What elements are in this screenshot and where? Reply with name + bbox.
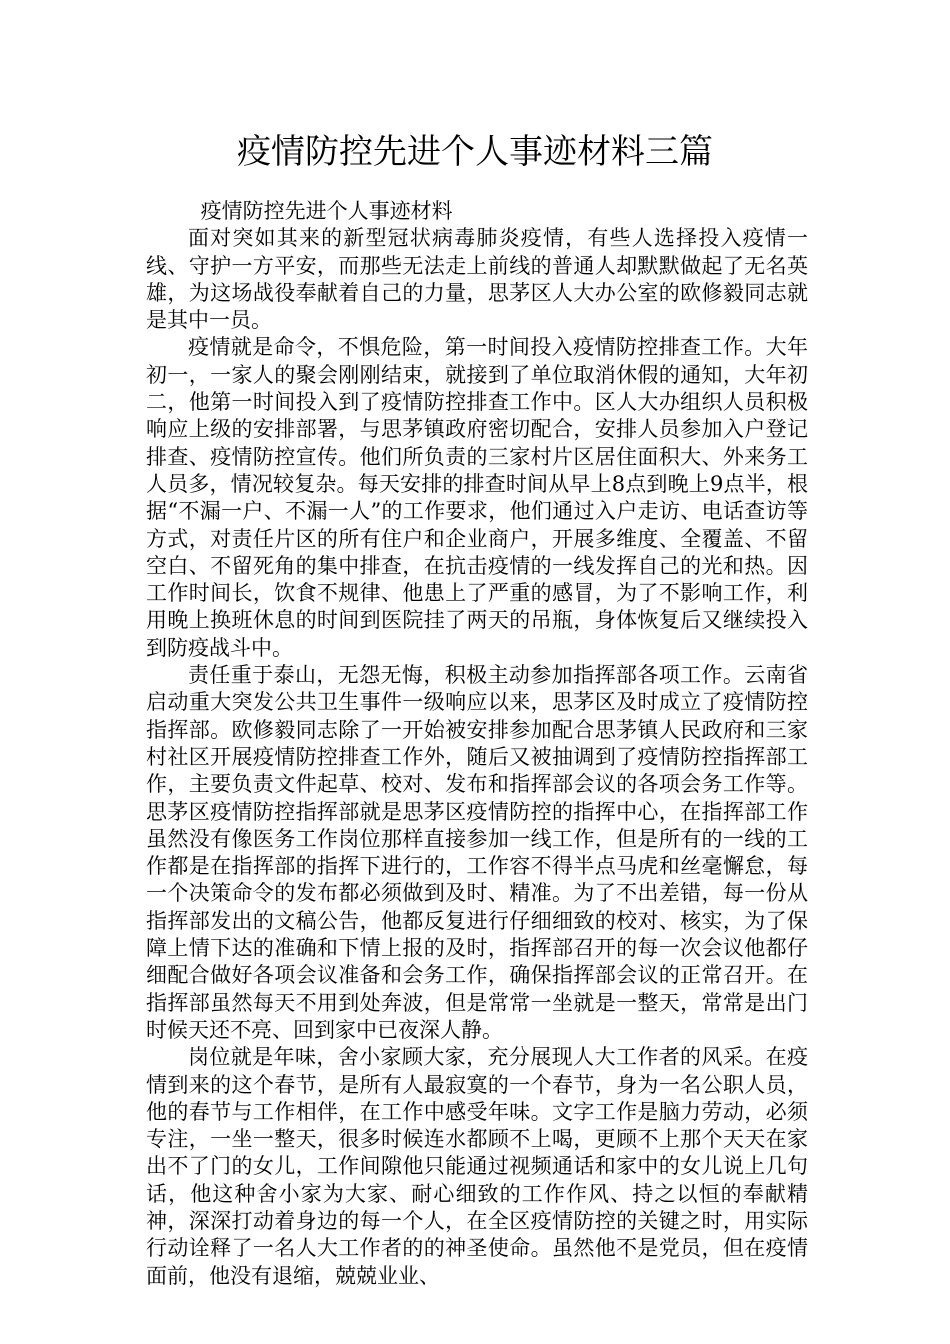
document-subtitle: 疫情防控先进个人事迹材料 (200, 199, 453, 223)
document-title: 疫情防控先进个人事迹材料三篇 (237, 132, 713, 172)
body-paragraph: 岗位就是年味，舍小家顾大家，充分展现人大工作者的风采。在疫情到来的这个春节，是所有人最寂寞的一个春节，身为一名公职人员，他的春节与工作相伴，在工作中感受年味。文字工作是脑力劳动，必须专注，一坐一整天，很多时候连水都顾不上喝，更顾不上那个天天在家出不了门的女儿，工作间隙他只能通过视频通话和家中的女儿说上几句话，他这种舍小家为大家、耐心细致的工作作风、持之以恒的奉献精神，深深打动着身边的每一个人，在全区疫情防控的关键之时，用实际行动诠释了一名人大工作者的的神圣使命。虽然他不是党员，但在疫情面前，他没有退缩，兢兢业业、 (146, 1045, 808, 1288)
body-paragraph: 疫情就是命令，不惧危险，第一时间投入疫情防控排查工作。大年初一，一家人的聚会刚刚结束，就接到了单位取消休假的通知，大年初二，他第一时间投入到了疫情防控排查工作中。区人大办组织人员积极响应上级的安排部署，与思茅镇政府密切配合，安排人员参加入户登记排查、疫情防控宣传。他们所负责的三家村片区居住面积大、外来务工人员多，情况较复杂。每天安排的排查时间从早上8点到晚上9点半，根据“不漏一户、不漏一人”的工作要求，他们通过入户走访、电话查访等方式，对责任片区的所有住户和企业商户，开展多维度、全覆盖、不留空白、不留死角的集中排查，在抗击疫情的一线发挥自己的光和热。因工作时间长，饮食不规律、他患上了严重的感冒，为了不影响工作，利用晚上换班休息的时间到医院挂了两天的吊瓶，身体恢复后又继续投入到防疫战斗中。 (146, 335, 808, 660)
body-paragraph: 面对突如其来的新型冠状病毒肺炎疫情，有些人选择投入疫情一线、守护一方平安，而那些无法走上前线的普通人却默默做起了无名英雄，为这场战役奉献着自己的力量，思茅区人大办公室的欧修毅同志就是其中一员。 (146, 226, 808, 333)
body-paragraph: 责任重于泰山，无怨无悔，积极主动参加指挥部各项工作。云南省启动重大突发公共卫生事件一级响应以来，思茅区及时成立了疫情防控指挥部。欧修毅同志除了一开始被安排参加配合思茅镇人民政府和三家村社区开展疫情防控排查工作外，随后又被抽调到了疫情防控指挥部工作，主要负责文件起草、校对、发布和指挥部会议的各项会务工作等。思茅区疫情防控指挥部就是思茅区疫情防控的指挥中心，在指挥部工作虽然没有像医务工作岗位那样直接参加一线工作，但是所有的一线的工作都是在指挥部的指挥下进行的，工作容不得半点马虎和丝毫懈怠，每一个决策命令的发布都必须做到及时、精准。为了不出差错，每一份从指挥部发出的文稿公告，他都反复进行仔细细致的校对、核实，为了保障上情下达的准确和下情上报的及时，指挥部召开的每一次会议他都仔细配合做好各项会议准备和会务工作，确保指挥部会议的正常召开。在指挥部虽然每天不用到处奔波，但是常常一坐就是一整天，常常是出门时候天还不亮、回到家中已夜深人静。 (146, 663, 808, 1042)
document-body (146, 198, 808, 1290)
